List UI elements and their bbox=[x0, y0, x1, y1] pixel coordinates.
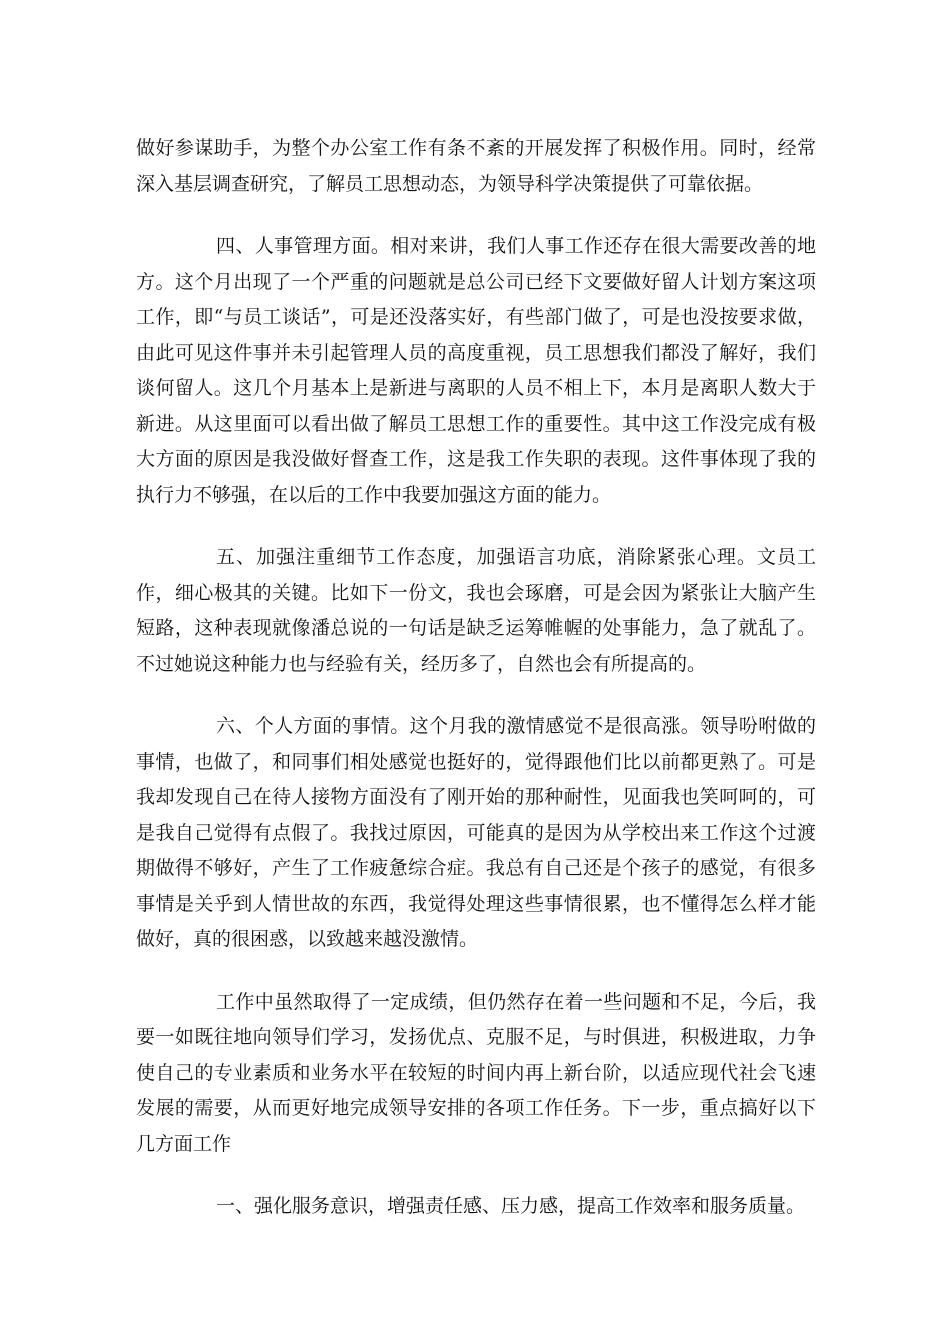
document-body bbox=[136, 131, 816, 1252]
paragraph-personnel-management: 四、人事管理方面。相对来讲，我们人事工作还存在很大需要改善的地方。这个月出现了一个严重的问题就是总公司已经下文要做好留人计划方案这项工作，即“与员工谈话”，可是还没落实好，有些部门做了，可是也没按要求做，由此可见这件事并未引起管理人员的高度重视，员工思想我们都没了解好，我们谈何留人。这几个月基本上是新进与离职的人员不相上下，本月是离职人数大于新进。从这里面可以看出做了解员工思想工作的重要性。其中这工作没完成有极大方面的原因是我没做好督查工作，这是我工作失职的表现。这件事体现了我的执行力不够强，在以后的工作中我要加强这方面的能力。 bbox=[136, 235, 816, 506]
paragraph-attention-to-detail: 五、加强注重细节工作态度，加强语言功底，消除紧张心理。文员工作，细心极其的关键。比如下一份文，我也会琢磨，可是会因为紧张让大脑产生短路，这种表现就像潘总说的一句话是缺乏运筹帷幄的处事能力，急了就乱了。不过她说这种能力也与经验有关，经历多了，自然也会有所提高的。 bbox=[136, 546, 816, 675]
paragraph-continuation: 做好参谋助手，为整个办公室工作有条不紊的开展发挥了积极作用。同时，经常深入基层调查研究，了解员工思想动态，为领导科学决策提供了可靠依据。 bbox=[136, 137, 816, 195]
paragraph-personal-matters: 六、个人方面的事情。这个月我的激情感觉不是很高涨。领导吩咐做的事情，也做了，和同事们相处感觉也挺好的，觉得跟他们比以前都更熟了。可是我却发现自己在待人接物方面没有了刚开始的那种耐性，见面我也笑呵呵的，可是我自己觉得有点假了。我找过原因，可能真的是因为从学校出来工作这个过渡期做得不够好，产生了工作疲惫综合症。我总有自己还是个孩子的感觉，有很多事情是关乎到人情世故的东西，我觉得处理这些事情很累，也不懂得怎么样才能做好，真的很困惑，以致越来越没激情。 bbox=[136, 715, 816, 950]
paragraph-service-awareness: 一、强化服务意识，增强责任感、压力感，提高工作效率和服务质量。 bbox=[216, 1195, 806, 1217]
paragraph-summary-next-steps: 工作中虽然取得了一定成绩，但仍然存在着一些问题和不足，今后，我要一如既往地向领导们学习，发扬优点、克服不足，与时俱进，积极进取，力争使自己的专业素质和业务水平在较短的时间内再上新台阶，以适应现代社会飞速发展的需要，从而更好地完成领导安排的各项工作任务。下一步，重点搞好以下几方面工作 bbox=[136, 990, 816, 1155]
